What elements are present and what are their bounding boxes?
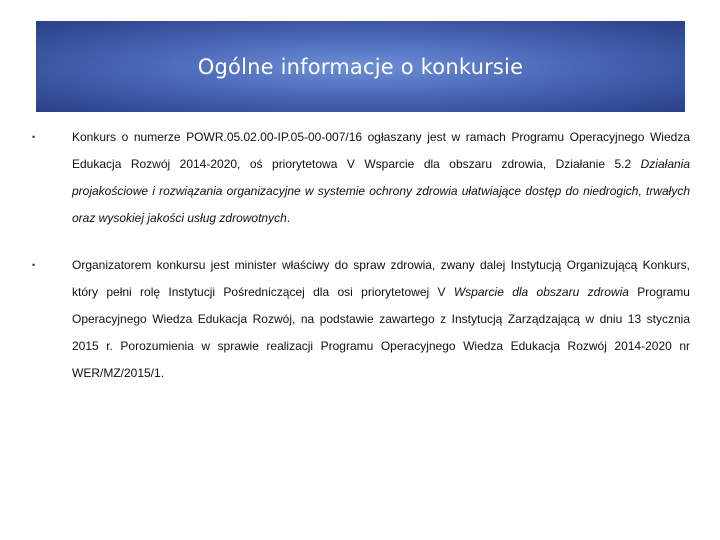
bullet-1-end: .: [286, 211, 291, 225]
slide-title: Ogólne informacje o konkursie: [197, 54, 524, 79]
bullet-list: [30, 124, 690, 407]
bullet-marker: •: [32, 260, 36, 270]
bullet-text-2: [72, 252, 690, 387]
bullet-item-2: [30, 252, 690, 387]
bullet-text-1: [72, 124, 690, 232]
bullet-2-end: Programu Operacyjnego Wiedza Edukacja Rozwój, na podstawie zawartego z Instytucją Zarządzającą w dniu 13 stycznia 2015 r. Porozumienia w sprawie realizacji Programu Operacyjnego Wiedza Edukacja Rozwój 2014-2020 nr WER/MZ/2015/1.: [72, 285, 690, 380]
bullet-2-italic: Wsparcie dla obszaru zdrowia: [453, 285, 629, 299]
bullet-1-italic: Działania projakościowe i rozwiązania organizacyjne w systemie ochrony zdrowia ułatwiające dostęp do niedrogich, trwałych oraz wysokiej jakości usług zdrowotnych: [72, 157, 690, 225]
bullet-item-1: [30, 124, 690, 232]
bullet-1-text: Konkurs o numerze POWR.05.02.00-IP.05-00-007/16 ogłaszany jest w ramach Programu Operacyjnego Wiedza Edukacja Rozwój 2014-2020, oś priorytetowa V Wsparcie dla obszaru zdrowia, Działanie 5.2: [72, 130, 690, 171]
bullet-2-text: Organizatorem konkursu jest minister właściwy do spraw zdrowia, zwany dalej Instytucją Organizującą Konkurs, który pełni rolę Instytucji Pośredniczącej dla osi priorytetowej V: [72, 258, 690, 299]
bullet-marker: •: [32, 132, 36, 142]
title-banner: [36, 21, 685, 112]
